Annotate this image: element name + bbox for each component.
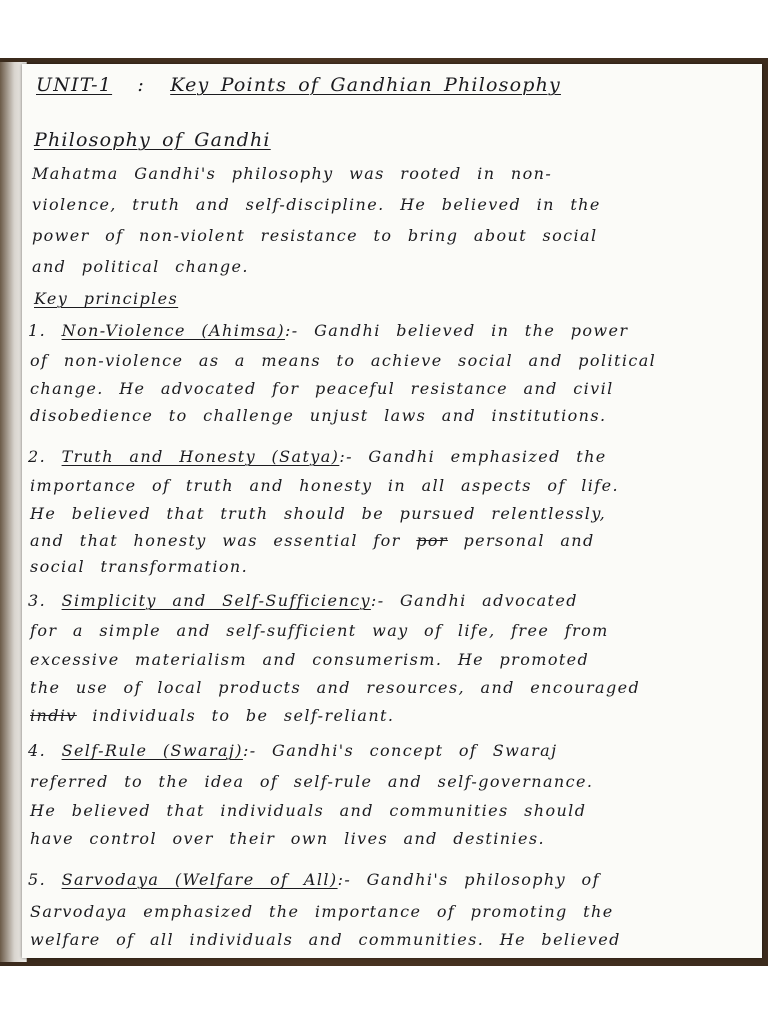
principle-number: 5. bbox=[28, 870, 47, 889]
principle-4-heading bbox=[28, 741, 557, 760]
principle-term: Non-Violence (Ahimsa) bbox=[61, 321, 285, 340]
principle-line: importance of truth and honesty in all aspects of life. bbox=[30, 476, 619, 495]
principle-number: 1. bbox=[28, 321, 47, 340]
key-principles-heading: Key principles bbox=[34, 289, 179, 308]
principle-line: referred to the idea of self-rule and self-governance. bbox=[30, 772, 594, 791]
principle-line: welfare of all individuals and communities. He believed bbox=[30, 930, 621, 949]
principle-term: Sarvodaya (Welfare of All) bbox=[61, 870, 338, 889]
principle-text: :- Gandhi believed in the power bbox=[284, 321, 629, 340]
principle-text: :- Gandhi advocated bbox=[370, 591, 578, 610]
principle-line: social transformation. bbox=[30, 557, 249, 576]
principle-line: excessive materialism and consumerism. He promoted bbox=[30, 650, 590, 669]
principle-term: Truth and Honesty (Satya) bbox=[61, 447, 340, 466]
principle-line: disobedience to challenge unjust laws and institutions. bbox=[30, 406, 607, 425]
principle-number: 3. bbox=[28, 591, 47, 610]
unit-heading bbox=[36, 74, 561, 96]
unit-label: UNIT-1 bbox=[36, 74, 113, 96]
principle-line: have control over their own lives and destinies. bbox=[30, 829, 545, 848]
principle-line: He believed that individuals and communities should bbox=[30, 801, 587, 820]
struck-word: indiv bbox=[30, 706, 77, 725]
principle-5-heading bbox=[28, 870, 600, 889]
principle-number: 2. bbox=[28, 447, 47, 466]
intro-line: and political change. bbox=[32, 257, 249, 276]
principle-text: :- Gandhi's philosophy of bbox=[337, 870, 600, 889]
principle-term: Self-Rule (Swaraj) bbox=[61, 741, 243, 760]
principle-text: personal and bbox=[463, 531, 595, 550]
intro-line: Mahatma Gandhi's philosophy was rooted in non- bbox=[32, 164, 553, 183]
unit-colon: : bbox=[137, 74, 145, 96]
principle-line: the use of local products and resources, and encouraged bbox=[30, 678, 641, 697]
notebook-page bbox=[22, 64, 762, 958]
principle-line bbox=[30, 706, 394, 725]
principle-line: of non-violence as a means to achieve social and political bbox=[30, 351, 657, 370]
unit-title: Key Points of Gandhian Philosophy bbox=[170, 74, 561, 96]
struck-word: por bbox=[416, 531, 448, 550]
principle-line: Sarvodaya emphasized the importance of promoting the bbox=[30, 902, 614, 921]
principle-2-heading bbox=[28, 447, 607, 466]
principle-number: 4. bbox=[28, 741, 47, 760]
principle-term: Simplicity and Self-Sufficiency bbox=[61, 591, 371, 610]
principle-text: individuals to be self-reliant. bbox=[92, 706, 395, 725]
intro-line: power of non-violent resistance to bring about social bbox=[32, 226, 598, 245]
section-title: Philosophy of Gandhi bbox=[34, 129, 271, 151]
principle-line: He believed that truth should be pursued relentlessly, bbox=[30, 504, 607, 523]
principle-text: :- Gandhi's concept of Swaraj bbox=[242, 741, 558, 760]
principle-text: and that honesty was essential for bbox=[30, 531, 401, 550]
principle-line: change. He advocated for peaceful resistance and civil bbox=[30, 379, 614, 398]
principle-1-heading bbox=[28, 321, 628, 340]
principle-text: :- Gandhi emphasized the bbox=[339, 447, 607, 466]
principle-3-heading bbox=[28, 591, 578, 610]
intro-line: violence, truth and self-discipline. He believed in the bbox=[32, 195, 601, 214]
principle-line bbox=[30, 531, 595, 550]
principle-line: for a simple and self-sufficient way of life, free from bbox=[30, 621, 609, 640]
